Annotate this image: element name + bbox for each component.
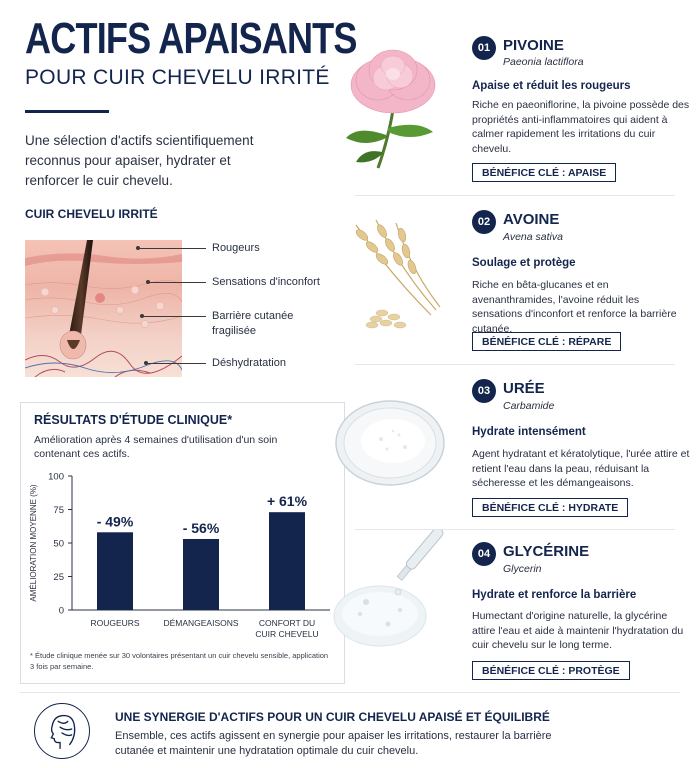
item-heading: Hydrate intensément	[472, 426, 586, 438]
item-heading: Apaise et réduit les rougeurs	[472, 80, 631, 92]
callout-barrier: Barrière cutanée fragilisée	[212, 310, 294, 337]
y-tick-label: 0	[58, 605, 64, 617]
callout-line	[148, 282, 206, 283]
y-tick-label: 50	[53, 538, 64, 550]
item-number-badge: 04	[472, 542, 496, 566]
item-heading: Soulage et protège	[472, 257, 576, 269]
bar-data-label: + 61%	[266, 493, 308, 510]
page-title: ACTIFS APAISANTS	[25, 14, 357, 63]
bar-data-label: - 49%	[96, 513, 134, 530]
item-description: Agent hydratant et kératolytique, l'urée attire et retient l'eau dans la peau, réduisant la sécheresse et les démangeaisons.	[472, 448, 690, 489]
item-name: AVOINE	[503, 211, 560, 228]
y-tick-label: 100	[48, 471, 64, 483]
benefit-badge: BÉNÉFICE CLÉ : APAISE	[472, 163, 616, 182]
callout-redness: Rougeurs	[212, 242, 260, 254]
study-title: RÉSULTATS D'ÉTUDE CLINIQUE*	[34, 413, 233, 427]
benefit-badge: BÉNÉFICE CLÉ : RÉPARE	[472, 332, 621, 351]
item-description: Humectant d'origine naturelle, la glycérine attire l'eau et aide à maintenir l'hydratation du cuir chevelu sur le long terme.	[472, 610, 684, 651]
x-category-label: DÉMANGEAISONS	[163, 618, 239, 628]
footer-title: UNE SYNERGIE D'ACTIFS POUR UN CUIR CHEVELU APAISÉ ET ÉQUILIBRÉ	[115, 710, 550, 724]
y-tick-label: 25	[53, 572, 64, 583]
item-number-badge: 03	[472, 379, 496, 403]
item-latin-name: Carbamide	[503, 400, 555, 412]
callout-discomfort: Sensations d'inconfort	[212, 276, 320, 288]
item-divider	[355, 364, 675, 365]
woman-profile-icon	[34, 703, 90, 759]
x-category-label: CUIR CHEVELU	[255, 629, 319, 639]
y-tick-label: 75	[53, 505, 64, 516]
callout-line	[146, 363, 206, 364]
item-number-badge: 01	[472, 36, 496, 60]
callout-line	[138, 248, 206, 249]
title-divider	[25, 110, 109, 113]
item-description: Riche en bêta-glucanes et en avenanthramides, l'avoine réduit les sensations d'inconfort et renforce la barrière cutanée.	[472, 279, 677, 335]
footer-text: Ensemble, ces actifs agissent en synergie pour apaiser les irritations, restaurer la barrière cutanée et maintenir une hydratation optimale du cuir chevelu.	[115, 730, 552, 757]
item-heading: Hydrate et renforce la barrière	[472, 589, 637, 601]
y-axis-label: AMÉLIORATION MOYENNE (%)	[29, 484, 38, 602]
item-description: Riche en paeoniflorine, la pivoine possède des propriétés anti-inflammatoires qui aident à calmer rapidement les irritations du cuir chevelu.	[472, 99, 690, 155]
glycerin-dropper-illustration	[330, 530, 448, 650]
x-category-label: ROUGEURS	[90, 618, 140, 628]
study-subtitle: Amélioration après 4 semaines d'utilisation d'un soin contenant ces actifs.	[34, 434, 278, 460]
bar-0	[97, 532, 133, 610]
benefit-badge: BÉNÉFICE CLÉ : HYDRATE	[472, 498, 628, 517]
item-name: URÉE	[503, 380, 545, 397]
item-name: GLYCÉRINE	[503, 543, 590, 560]
bar-data-label: - 56%	[182, 519, 220, 536]
bar-1	[183, 539, 219, 610]
peony-flower-illustration	[338, 40, 448, 170]
clinical-bar-chart	[20, 462, 345, 648]
callout-dehydration: Déshydratation	[212, 357, 286, 369]
page-subtitle: POUR CUIR CHEVELU IRRITÉ	[25, 66, 330, 89]
item-number-badge: 02	[472, 210, 496, 234]
x-category-label: CONFORT DU	[258, 618, 316, 628]
urea-dish-illustration	[333, 395, 448, 490]
oat-stalks-illustration	[336, 215, 448, 335]
item-latin-name: Glycerin	[503, 563, 542, 575]
study-footnote: * Étude clinique menée sur 30 volontaires présentant un cuir chevelu sensible, application 3 fois par semaine.	[30, 651, 329, 671]
scalp-section-title: CUIR CHEVELU IRRITÉ	[25, 207, 158, 221]
intro-text: Une sélection d'actifs scientifiquement reconnus pour apaiser, hydrater et renforcer le cuir chevelu.	[25, 133, 254, 188]
item-latin-name: Paeonia lactiflora	[503, 56, 584, 68]
item-divider	[355, 529, 675, 530]
item-divider	[355, 195, 675, 196]
item-latin-name: Avena sativa	[503, 231, 563, 243]
scalp-illustration	[25, 240, 182, 377]
footer-divider	[20, 692, 680, 693]
bar-2	[269, 512, 305, 610]
callout-line	[142, 316, 206, 317]
benefit-badge: BÉNÉFICE CLÉ : PROTÈGE	[472, 661, 630, 680]
item-name: PIVOINE	[503, 37, 564, 54]
